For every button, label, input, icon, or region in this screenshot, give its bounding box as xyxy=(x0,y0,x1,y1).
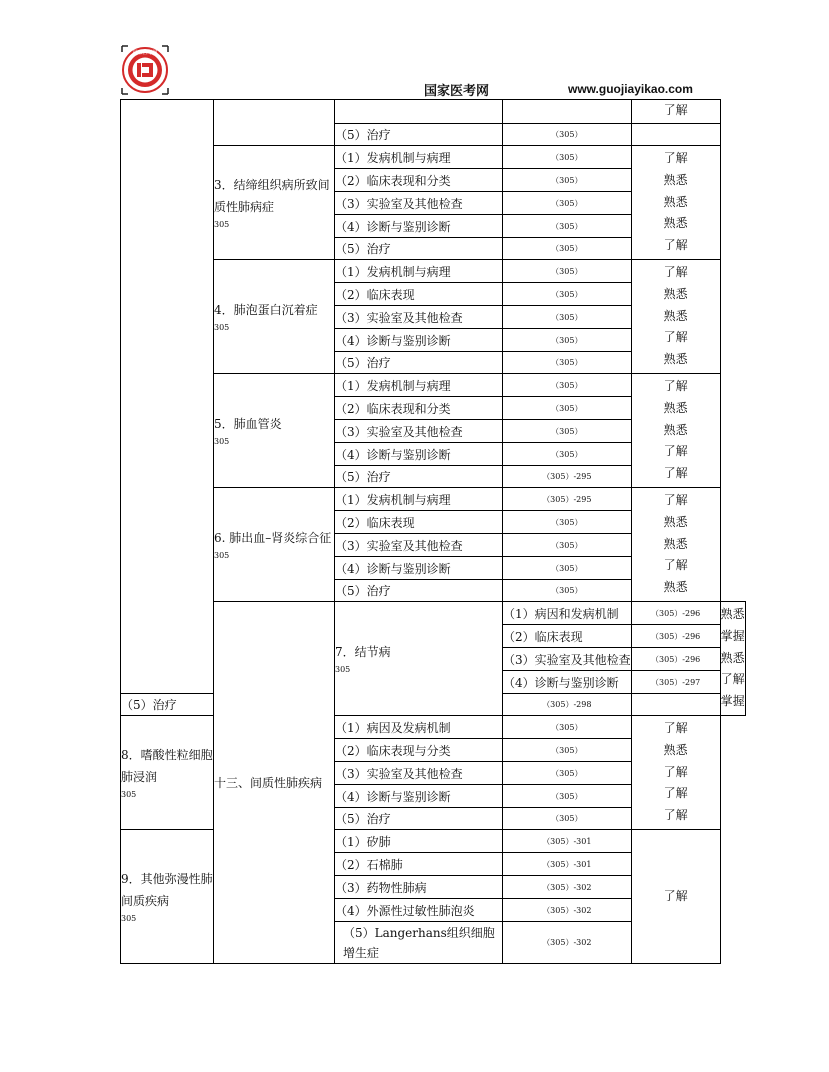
topic-cell xyxy=(335,602,503,716)
page-cell: （305） xyxy=(503,762,632,785)
level-value: 了解 xyxy=(663,444,688,459)
item-cell: （5）Langerhans组织细胞增生症 xyxy=(335,922,503,964)
item-cell: （3）实验室及其他检查 xyxy=(335,192,503,215)
level-cell xyxy=(631,374,720,488)
level-value: 熟悉 xyxy=(663,422,688,437)
item-cell: （2）临床表现 xyxy=(503,625,632,648)
item-cell: （1）发病机制与病理 xyxy=(335,146,503,169)
level-value: 了解 xyxy=(663,721,688,736)
page-cell: （305）-298 xyxy=(503,694,632,716)
topic-cell xyxy=(214,260,335,374)
level-value: 了解 xyxy=(663,493,688,508)
unit-title: 十三、间质性肺疾病 xyxy=(214,775,323,790)
item-cell: （1）病因和发病机制 xyxy=(503,602,632,625)
page-cell: （305） xyxy=(503,808,632,830)
item-cell: （5）治疗 xyxy=(335,808,503,830)
item-cell: （4）诊断与鉴别诊断 xyxy=(335,329,503,352)
unit-cell-top xyxy=(121,100,214,694)
page-cell: （305） xyxy=(503,329,632,352)
page-cell: （305）-301 xyxy=(503,830,632,853)
item-cell: （3）实验室及其他检查 xyxy=(335,420,503,443)
page-cell: （305） xyxy=(503,716,632,739)
page-cell: （305） xyxy=(503,283,632,306)
level-value: 熟悉 xyxy=(663,400,688,415)
level-cell xyxy=(631,716,720,830)
level-value: 了解 xyxy=(663,786,688,801)
item-cell: （3）实验室及其他检查 xyxy=(335,534,503,557)
page-cell: （305） xyxy=(503,306,632,329)
page-cell: （305） xyxy=(503,374,632,397)
level-value: 熟悉 xyxy=(663,514,688,529)
level-value: 熟悉 xyxy=(663,194,688,209)
page-cell: （305）-302 xyxy=(503,899,632,922)
level-value: 了解 xyxy=(663,558,688,573)
level-value: 熟悉 xyxy=(720,607,745,622)
level-value: 熟悉 xyxy=(663,742,688,757)
item-cell: （1）发病机制与病理 xyxy=(335,488,503,511)
level-value: 了解 xyxy=(720,672,745,687)
topic-cell-prev xyxy=(214,100,335,146)
page-cell: （305） xyxy=(503,511,632,534)
topic-title: 4．肺泡蛋白沉着症 xyxy=(214,302,318,317)
site-logo xyxy=(120,44,170,96)
topic-title: 8．嗜酸性粒细胞肺浸润 xyxy=(121,747,213,784)
topic-title: 6. 肺出血–肾炎综合征 xyxy=(214,530,332,545)
item-cell: （5）治疗 xyxy=(335,238,503,260)
item-cell: （2）临床表现和分类 xyxy=(335,169,503,192)
topic-code: 305 xyxy=(335,664,351,674)
item-cell: （1）发病机制与病理 xyxy=(335,374,503,397)
page-cell: （305）-296 xyxy=(631,625,720,648)
page-cell: （305）-302 xyxy=(503,876,632,899)
topic-cell xyxy=(214,488,335,602)
item-cell: （2）临床表现 xyxy=(335,511,503,534)
page-cell: （305）-295 xyxy=(503,488,632,511)
level-cell xyxy=(720,602,745,716)
site-url[interactable]: www.guojiayikao.com xyxy=(568,82,693,96)
page-cell: （305） xyxy=(503,215,632,238)
site-title: 国家医考网 xyxy=(424,84,490,99)
page-cell: （305） xyxy=(503,739,632,762)
level-value: 掌握 xyxy=(720,694,745,709)
item-cell: （2）石棉肺 xyxy=(335,853,503,876)
topic-code: 305 xyxy=(214,436,230,446)
level-value: 熟悉 xyxy=(663,580,688,595)
item-cell: （1）矽肺 xyxy=(335,830,503,853)
item-cell: （5）治疗 xyxy=(121,694,214,716)
item-cell: （4）诊断与鉴别诊断 xyxy=(503,671,632,694)
page-cell: （305）-301 xyxy=(503,853,632,876)
level-cell xyxy=(631,830,720,964)
page-cell: （305）-302 xyxy=(503,922,632,964)
topic-code: 305 xyxy=(214,550,230,560)
topic-cell xyxy=(214,146,335,260)
level-cell-empty xyxy=(631,124,720,146)
topic-title: 9．其他弥漫性肺间质疾病 xyxy=(121,871,213,908)
page-cell: （305） xyxy=(503,260,632,283)
level-value: 熟悉 xyxy=(663,352,688,367)
topic-cell xyxy=(214,374,335,488)
level-value: 了解 xyxy=(663,238,688,253)
page-cell: （305）-295 xyxy=(503,466,632,488)
topic-title: 5．肺血管炎 xyxy=(214,416,282,431)
syllabus-table xyxy=(120,99,746,964)
item-cell: （5）治疗 xyxy=(335,352,503,374)
page-cell: （305） xyxy=(503,192,632,215)
topic-cell xyxy=(121,830,214,964)
item-cell: （3）实验室及其他检查 xyxy=(503,648,632,671)
item-cell: （2）临床表现和分类 xyxy=(335,397,503,420)
page-cell: （305） xyxy=(503,557,632,580)
unit-cell xyxy=(214,602,335,964)
item-cell-empty xyxy=(335,100,503,124)
page-cell: （305）-296 xyxy=(631,648,720,671)
item-cell: （5）治疗 xyxy=(335,466,503,488)
level-value: 了解 xyxy=(663,265,688,280)
item-cell: （1）病因及发病机制 xyxy=(335,716,503,739)
level-value: 了解 xyxy=(663,379,688,394)
item-cell: （5）治疗 xyxy=(335,580,503,602)
level-value: 了解 xyxy=(663,103,688,117)
topic-code: 305 xyxy=(121,913,137,923)
page-cell: （305）-297 xyxy=(631,671,720,694)
topic-title: 7．结节病 xyxy=(335,644,391,659)
level-value: 了解 xyxy=(663,764,688,779)
item-cell: （3）实验室及其他检查 xyxy=(335,306,503,329)
topic-cell xyxy=(121,716,214,830)
page-cell: （305） xyxy=(503,238,632,260)
level-cell xyxy=(631,100,720,124)
logo-text: 国家医考网 xyxy=(132,50,158,56)
level-value: 熟悉 xyxy=(720,650,745,665)
page-cell: （305） xyxy=(503,580,632,602)
page-cell: （305） xyxy=(503,785,632,808)
level-value: 掌握 xyxy=(720,628,745,643)
page-cell: （305） xyxy=(503,124,632,146)
page-cell: （305） xyxy=(503,146,632,169)
item-cell: （4）诊断与鉴别诊断 xyxy=(335,785,503,808)
item-cell: （2）临床表现与分类 xyxy=(335,739,503,762)
level-value: 熟悉 xyxy=(663,286,688,301)
item-cell: （4）外源性过敏性肺泡炎 xyxy=(335,899,503,922)
page-cell: （305） xyxy=(503,169,632,192)
item-cell: （3）药物性肺病 xyxy=(335,876,503,899)
level-value: 熟悉 xyxy=(663,172,688,187)
item-cell: （3）实验室及其他检查 xyxy=(335,762,503,785)
item-cell: （5）治疗 xyxy=(335,124,503,146)
page-cell: （305） xyxy=(503,397,632,420)
level-value: 了解 xyxy=(663,466,688,481)
topic-code: 305 xyxy=(214,219,230,229)
item-cell: （2）临床表现 xyxy=(335,283,503,306)
item-cell: （4）诊断与鉴别诊断 xyxy=(335,557,503,580)
page-cell: （305） xyxy=(503,352,632,374)
level-value: 熟悉 xyxy=(663,536,688,551)
page-cell: （305）-296 xyxy=(631,602,720,625)
level-value: 熟悉 xyxy=(663,216,688,231)
item-cell: （1）发病机制与病理 xyxy=(335,260,503,283)
level-cell xyxy=(631,260,720,374)
level-cell xyxy=(631,488,720,602)
level-value: 了解 xyxy=(663,330,688,345)
page-cell: （305） xyxy=(503,534,632,557)
item-cell: （4）诊断与鉴别诊断 xyxy=(335,215,503,238)
topic-code: 305 xyxy=(121,789,137,799)
page-cell: （305） xyxy=(503,420,632,443)
page-cell: （305） xyxy=(503,443,632,466)
level-cell xyxy=(631,146,720,260)
topic-code: 305 xyxy=(214,322,230,332)
level-value: 了解 xyxy=(663,888,688,903)
level-value: 了解 xyxy=(663,808,688,823)
item-cell: （4）诊断与鉴别诊断 xyxy=(335,443,503,466)
level-value: 了解 xyxy=(663,151,688,166)
topic-title: 3．结缔组织病所致间质性肺病症 xyxy=(214,177,330,214)
page-cell-empty xyxy=(503,100,632,124)
level-value: 熟悉 xyxy=(663,308,688,323)
